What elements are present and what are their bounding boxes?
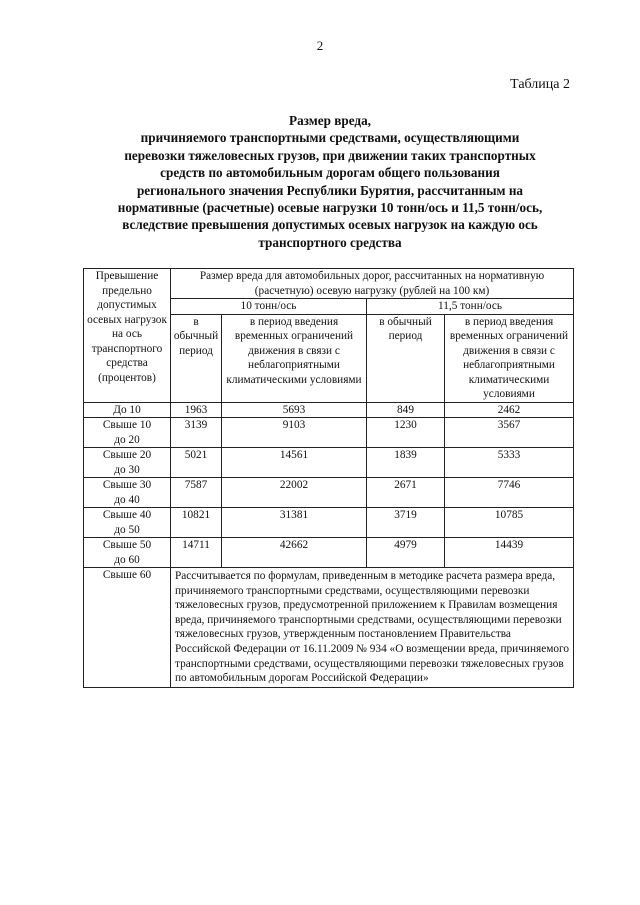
header-excess: Превышение предельно допустимых осевых нагрузок на ось транспортного средства (процентов) [84,269,171,403]
cell-normal-10: 5021 [171,448,222,478]
row-range: До 10 [84,402,171,418]
header-restricted-period-11-5: в период введения временных ограничений движения в связи с неблагоприятными климатическими условиями [445,314,574,402]
table-row [84,418,574,448]
cell-normal-11-5: 3719 [367,508,445,538]
table-row [84,478,574,508]
cell-restricted-10: 22002 [222,478,367,508]
calculation-note: Рассчитывается по формулам, приведенным в методике расчета размера вреда, причиняемого транспортными средствами, осуществляющими перевозки тяжеловесных грузов, предусмотренной приложением к Правилам возмещения вреда, причиняемого транспортными средствами, осуществляющими перевозки тяжеловесных грузов, утвержденным постановлением Правительства Российской Федерации от 16.11.2009 № 934 «О возмещении вреда, причиняемого транспортными средствами, осуществляющими перевозки тяжеловесных грузов по автомобильным дорогам Российской Федерации» [171,568,574,688]
row-range: Свыше 40 до 50 [84,508,171,538]
row-range: Свыше 60 [84,568,171,688]
row-range: Свыше 10 до 20 [84,418,171,448]
cell-restricted-10: 14561 [222,448,367,478]
title-line: нормативные (расчетные) осевые нагрузки 10 тонн/ось и 11,5 тонн/ось, [117,200,543,216]
cell-restricted-11-5: 7746 [445,478,574,508]
cell-restricted-11-5: 10785 [445,508,574,538]
cell-restricted-11-5: 3567 [445,418,574,448]
cell-normal-11-5: 1230 [367,418,445,448]
row-range: Свыше 30 до 40 [84,478,171,508]
cell-normal-10: 14711 [171,538,222,568]
header-damage-size: Размер вреда для автомобильных дорог, рассчитанных на нормативную (расчетную) осевую нагрузку (рублей на 100 км) [171,269,574,299]
header-load-11-5: 11,5 тонн/ось [367,299,574,315]
header-row [84,269,574,299]
title-line: вследствие превышения допустимых осевых нагрузок на каждую ось [122,217,538,233]
header-restricted-period-10: в период введения временных ограничений движения в связи с неблагоприятными климатическими условиями [222,314,367,402]
title-line: Размер вреда, [289,113,371,128]
table-row [84,402,574,418]
title-line: регионального значения Республики Бурятия, рассчитанным на [136,182,524,198]
cell-restricted-10: 5693 [222,402,367,418]
page-number: 2 [316,38,324,53]
cell-restricted-11-5: 14439 [445,538,574,568]
row-range: Свыше 20 до 30 [84,448,171,478]
cell-normal-11-5: 4979 [367,538,445,568]
cell-normal-10: 1963 [171,402,222,418]
table-row [84,568,574,688]
header-normal-period-11-5: в обычный период [367,314,445,402]
cell-normal-10: 3139 [171,418,222,448]
cell-restricted-10: 31381 [222,508,367,538]
title-line: транспортного средства [258,234,402,250]
cell-restricted-10: 42662 [222,538,367,568]
table-title [70,112,590,251]
title-line: средств по автомобильным дорогам общего пользования [160,165,500,181]
damage-table [83,268,574,688]
table-row [84,538,574,568]
cell-normal-11-5: 1839 [367,448,445,478]
header-load-10: 10 тонн/ось [171,299,367,315]
cell-restricted-11-5: 5333 [445,448,574,478]
header-normal-period-10: в обычный период [171,314,222,402]
cell-normal-11-5: 2671 [367,478,445,508]
cell-restricted-11-5: 2462 [445,402,574,418]
cell-normal-11-5: 849 [367,402,445,418]
title-line: причиняемого транспортными средствами, осуществляющими [140,130,520,146]
cell-normal-10: 7587 [171,478,222,508]
table-row [84,508,574,538]
row-range: Свыше 50 до 60 [84,538,171,568]
cell-restricted-10: 9103 [222,418,367,448]
cell-normal-10: 10821 [171,508,222,538]
table-row [84,448,574,478]
title-line: перевозки тяжеловесных грузов, при движении таких транспортных [124,147,536,163]
table-label: Таблица 2 [510,77,570,92]
